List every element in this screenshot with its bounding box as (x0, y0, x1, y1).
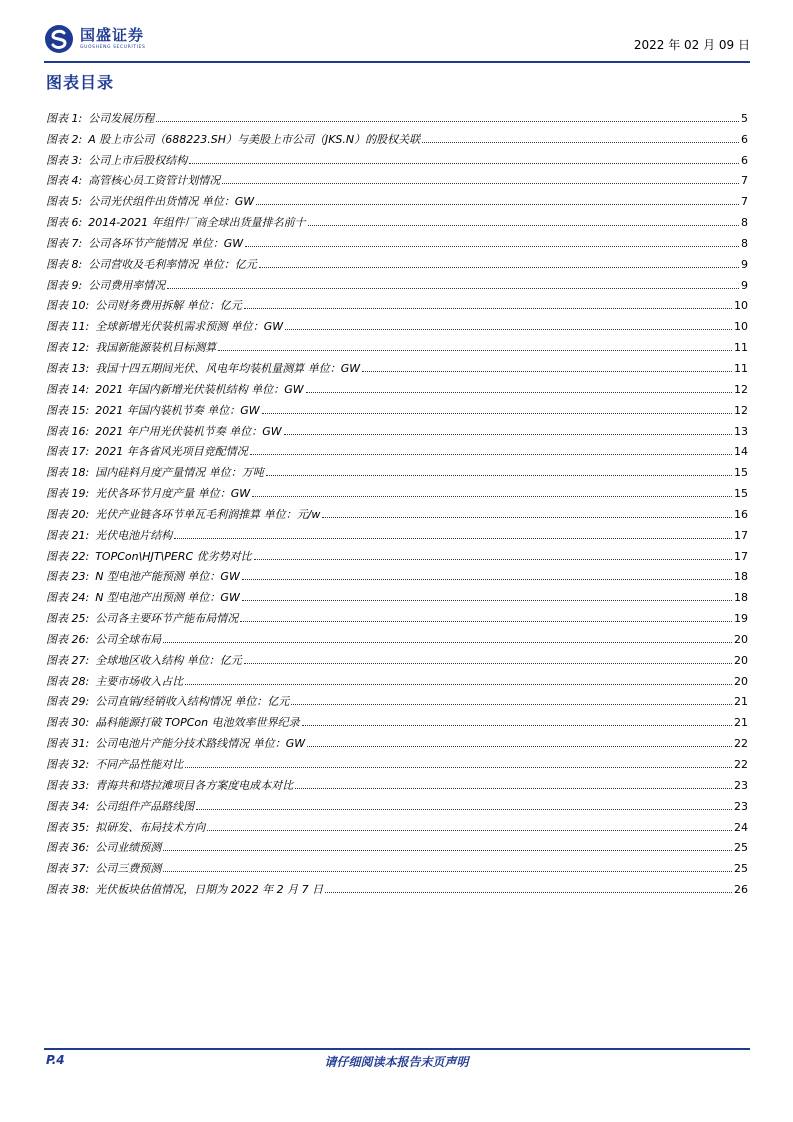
toc-entry-page: 11 (734, 341, 748, 355)
toc-entry-label: 图表 1: (46, 111, 83, 125)
toc-entry-page: 10 (734, 299, 748, 313)
toc-entry[interactable] (46, 187, 748, 208)
toc-entry-page: 22 (734, 737, 748, 751)
toc-entry-label: 图表 16: (46, 424, 90, 438)
toc-leader-dots (252, 495, 732, 497)
toc-entry[interactable] (46, 667, 748, 688)
toc-entry-page: 14 (734, 445, 748, 459)
toc-entry-label: 图表 36: (46, 841, 90, 855)
toc-leader-dots (245, 245, 739, 247)
company-logo (44, 24, 145, 54)
toc-entry-title: 2014-2021 年组件厂商全球出货量排名前十 (88, 216, 306, 230)
toc-heading: 图表目录 (46, 73, 115, 92)
toc-entry[interactable] (46, 834, 748, 855)
toc-leader-dots (266, 474, 732, 476)
toc-entry-title: 公司财务费用拆解 单位：亿元 (95, 299, 242, 313)
toc-leader-dots (285, 328, 732, 330)
toc-entry-label: 图表 22: (46, 549, 90, 563)
toc-entry-label: 图表 24: (46, 591, 90, 605)
toc-entry[interactable] (46, 396, 748, 417)
toc-entry-title: 公司费用率情况 (88, 278, 166, 292)
toc-leader-dots (207, 829, 732, 831)
toc-entry[interactable] (46, 604, 748, 625)
toc-entry-label: 图表 7: (46, 236, 83, 250)
toc-entry-page: 15 (734, 487, 748, 501)
toc-leader-dots (163, 849, 732, 851)
toc-entry-title: 2021 年国内新增光伏装机结构 单位：GW (95, 382, 304, 396)
toc-entry-label: 图表 28: (46, 674, 90, 688)
toc-entry[interactable] (46, 854, 748, 875)
toc-entry-title: 公司全球布局 (95, 632, 162, 646)
toc-entry-page: 25 (734, 841, 748, 855)
toc-leader-dots (302, 724, 732, 726)
toc-entry-label: 图表 4: (46, 174, 83, 188)
toc-entry[interactable] (46, 771, 748, 792)
toc-entry[interactable] (46, 438, 748, 459)
toc-leader-dots (254, 558, 732, 560)
toc-entry-title: 光伏电池片结构 (95, 528, 173, 542)
toc-entry-page: 12 (734, 403, 748, 417)
toc-entry-label: 图表 33: (46, 778, 90, 792)
toc-entry-page: 22 (734, 758, 748, 771)
footer-divider (44, 1048, 750, 1050)
footer-disclaimer: 请仔细阅读本报告末页声明 (324, 1055, 469, 1069)
toc-leader-dots (218, 349, 732, 351)
toc-entry-page: 8 (741, 216, 748, 230)
toc-entry-title: N 型电池产出预测 单位：GW (95, 591, 240, 605)
toc-leader-dots (167, 287, 739, 289)
toc-entry-label: 图表 27: (46, 653, 90, 667)
toc-leader-dots (250, 453, 732, 455)
toc-entry-title: 公司发展历程 (88, 111, 155, 125)
toc-leader-dots (307, 745, 732, 747)
toc-entry-label: 图表 20: (46, 507, 90, 521)
toc-entry-page: 12 (734, 382, 748, 396)
toc-entry-title: A 股上市公司（688223.SH）与美股上市公司（JKS.N）的股权关联 (88, 132, 421, 146)
toc-leader-dots (244, 307, 732, 309)
toc-entry-page: 21 (734, 695, 748, 709)
toc-leader-dots (244, 662, 732, 664)
toc-leader-dots (189, 162, 739, 164)
toc-entry-title: N 型电池产能预测 单位：GW (95, 570, 240, 584)
toc-leader-dots (362, 370, 732, 372)
toc-entry-page: 20 (734, 632, 748, 646)
toc-entry-title: 公司组件产品路线图 (95, 799, 195, 813)
toc-leader-dots (259, 266, 739, 268)
toc-entry[interactable] (46, 583, 748, 604)
toc-entry-label: 图表 38: (46, 883, 90, 897)
toc-entry[interactable] (46, 229, 748, 250)
toc-entry-page: 6 (741, 153, 748, 167)
toc-entry-page: 18 (734, 591, 748, 605)
toc-entry-title: 公司上市后股权结构 (88, 153, 188, 167)
toc-entry-label: 图表 8: (46, 257, 83, 271)
toc-entry-label: 图表 12: (46, 341, 90, 355)
toc-entry-page: 16 (734, 507, 748, 521)
toc-entry-label: 图表 37: (46, 862, 90, 876)
toc-entry[interactable] (46, 292, 748, 313)
toc-entry-title: 全球新增光伏装机需求预测 单位：GW (95, 320, 284, 334)
toc-entry-page: 19 (734, 612, 748, 626)
toc-entry-label: 图表 2: (46, 132, 83, 146)
toc-entry-label: 图表 31: (46, 737, 90, 751)
toc-entry-label: 图表 15: (46, 403, 90, 417)
toc-entry-label: 图表 6: (46, 216, 83, 230)
toc-entry[interactable] (46, 312, 748, 333)
toc-entry-page: 26 (734, 883, 748, 897)
toc-entry-title: 公司业绩预测 (95, 841, 162, 855)
toc-entry[interactable] (46, 167, 748, 188)
toc-entry-page: 23 (734, 799, 748, 813)
toc-entry-title: 2021 年各省风光项目竞配情况 (95, 445, 248, 459)
toc-entry-page: 17 (734, 528, 748, 542)
toc-leader-dots (325, 891, 732, 893)
toc-entry-page: 6 (741, 132, 748, 146)
toc-entry-page: 18 (734, 570, 748, 584)
toc-entry-page: 13 (734, 424, 748, 438)
toc-leader-dots (291, 703, 732, 705)
toc-entry-page: 25 (734, 862, 748, 876)
toc-entry[interactable] (46, 750, 748, 771)
toc-entry-title: 公司电池片产能分技术路线情况 单位：GW (95, 737, 306, 751)
toc-entry-title: 光伏产业链各环节单瓦毛利润推算 单位：元/w (95, 507, 321, 521)
toc-entry-title: 公司三费预测 (95, 862, 162, 876)
toc-entry-page: 15 (734, 466, 748, 480)
toc-entry-page: 9 (741, 278, 748, 292)
toc-entry-title: 光伏板块估值情况，日期为 2022 年 2 月 7 日 (95, 883, 324, 897)
toc-list (46, 104, 748, 896)
toc-entry-title: 国内硅料月度产量情况 单位：万吨 (95, 466, 264, 480)
toc-leader-dots (163, 870, 732, 872)
toc-leader-dots (196, 808, 732, 810)
toc-leader-dots (222, 182, 739, 184)
toc-leader-dots (322, 516, 732, 518)
toc-entry-page: 21 (734, 716, 748, 730)
toc-entry[interactable] (46, 250, 748, 271)
toc-leader-dots (185, 766, 732, 768)
toc-entry-label: 图表 3: (46, 153, 83, 167)
toc-entry[interactable] (46, 146, 748, 167)
toc-entry-label: 图表 11: (46, 320, 90, 334)
toc-entry-title: 高管核心员工资管计划情况 (88, 174, 221, 188)
toc-entry[interactable] (46, 354, 748, 375)
toc-entry-label: 图表 13: (46, 361, 90, 375)
toc-leader-dots (174, 537, 732, 539)
toc-leader-dots (256, 203, 739, 205)
toc-entry[interactable] (46, 729, 748, 750)
toc-entry[interactable] (46, 688, 748, 709)
toc-entry-label: 图表 25: (46, 612, 90, 626)
toc-entry-title: 青海共和塔拉滩项目各方案度电成本对比 (95, 778, 294, 792)
toc-entry-label: 图表 26: (46, 632, 90, 646)
toc-leader-dots (163, 641, 732, 643)
logo-icon (44, 24, 74, 54)
toc-entry-label: 图表 29: (46, 695, 90, 709)
toc-entry-title: 全球地区收入结构 单位：亿元 (95, 653, 242, 667)
toc-entry-label: 图表 10: (46, 299, 90, 313)
toc-entry-title: 不同产品性能对比 (95, 758, 184, 771)
toc-entry[interactable] (46, 813, 748, 834)
toc-entry-page: 23 (734, 778, 748, 792)
toc-leader-dots (308, 224, 739, 226)
toc-entry-title: 晶科能源打破 TOPCon 电池效率世界纪录 (95, 716, 300, 730)
toc-entry-title: 公司各主要环节产能布局情况 (95, 612, 239, 626)
toc-entry-page: 7 (741, 174, 748, 188)
toc-entry-title: 2021 年国内装机节奏 单位：GW (95, 403, 260, 417)
toc-entry-title: 公司营收及毛利率情况 单位：亿元 (88, 257, 257, 271)
toc-leader-dots (242, 599, 732, 601)
toc-entry[interactable] (46, 563, 748, 584)
toc-entry-page: 17 (734, 549, 748, 563)
toc-leader-dots (422, 141, 739, 143)
toc-entry-label: 图表 18: (46, 466, 90, 480)
toc-entry-label: 图表 34: (46, 799, 90, 813)
toc-entry-title: 2021 年户用光伏装机节奏 单位：GW (95, 424, 282, 438)
toc-entry-title: 我国新能源装机目标测算 (95, 341, 217, 355)
toc-entry-title: 公司直销/经销收入结构情况 单位：亿元 (95, 695, 290, 709)
toc-entry[interactable] (46, 417, 748, 438)
toc-entry-page: 8 (741, 236, 748, 250)
toc-entry-title: 拟研发、布局技术方向 (95, 820, 206, 834)
toc-entry[interactable] (46, 646, 748, 667)
toc-entry-label: 图表 14: (46, 382, 90, 396)
toc-entry[interactable] (46, 542, 748, 563)
page-header (44, 22, 750, 60)
company-name-cn: 国盛证券 (80, 26, 145, 44)
toc-entry[interactable] (46, 458, 748, 479)
toc-entry[interactable] (46, 875, 748, 896)
toc-entry-title: 光伏各环节月度产量 单位：GW (95, 487, 251, 501)
toc-entry-label: 图表 23: (46, 570, 90, 584)
toc-leader-dots (295, 787, 732, 789)
toc-entry-page: 24 (734, 820, 748, 834)
toc-entry-title: 公司各环节产能情况 单位：GW (88, 236, 244, 250)
toc-entry-page: 5 (741, 111, 748, 125)
toc-entry-page: 9 (741, 257, 748, 271)
toc-entry-label: 图表 30: (46, 716, 90, 730)
toc-leader-dots (262, 412, 732, 414)
toc-entry-page: 11 (734, 361, 748, 375)
toc-entry[interactable] (46, 479, 748, 500)
toc-entry[interactable] (46, 625, 748, 646)
toc-entry[interactable] (46, 208, 748, 229)
toc-entry[interactable] (46, 104, 748, 125)
toc-leader-dots (306, 391, 732, 393)
toc-entry-label: 图表 35: (46, 820, 90, 834)
toc-entry-label: 图表 9: (46, 278, 83, 292)
toc-entry-title: 主要市场收入占比 (95, 674, 184, 688)
toc-leader-dots (284, 433, 732, 435)
toc-leader-dots (156, 120, 739, 122)
toc-entry[interactable] (46, 521, 748, 542)
toc-entry[interactable] (46, 333, 748, 354)
report-date: 2022 年 02 月 09 日 (633, 38, 750, 52)
toc-entry[interactable] (46, 500, 748, 521)
toc-entry-title: TOPCon\HJT\PERC 优劣势对比 (95, 549, 252, 563)
toc-entry[interactable] (46, 708, 748, 729)
toc-entry-label: 图表 5: (46, 195, 83, 209)
toc-leader-dots (240, 620, 732, 622)
toc-entry-title: 我国十四五期间光伏、风电年均装机量测算 单位：GW (95, 361, 361, 375)
header-divider (44, 61, 750, 63)
toc-leader-dots (242, 578, 732, 580)
toc-entry-label: 图表 19: (46, 487, 90, 501)
toc-entry[interactable] (46, 125, 748, 146)
toc-entry[interactable] (46, 271, 748, 292)
toc-entry-page: 20 (734, 674, 748, 688)
company-name-en: GUOSHENG SECURITIES (80, 45, 146, 50)
toc-entry-label: 图表 21: (46, 528, 90, 542)
toc-entry-page: 10 (734, 320, 748, 334)
toc-entry[interactable] (46, 375, 748, 396)
toc-entry-page: 7 (741, 195, 748, 209)
toc-entry-page: 20 (734, 653, 748, 667)
toc-entry-label: 图表 17: (46, 445, 90, 459)
page-number: P.4 (46, 1053, 65, 1067)
toc-leader-dots (185, 683, 732, 685)
toc-entry-label: 图表 32: (46, 758, 90, 771)
toc-entry[interactable] (46, 792, 748, 813)
toc-entry-title: 公司光伏组件出货情况 单位：GW (88, 195, 255, 209)
